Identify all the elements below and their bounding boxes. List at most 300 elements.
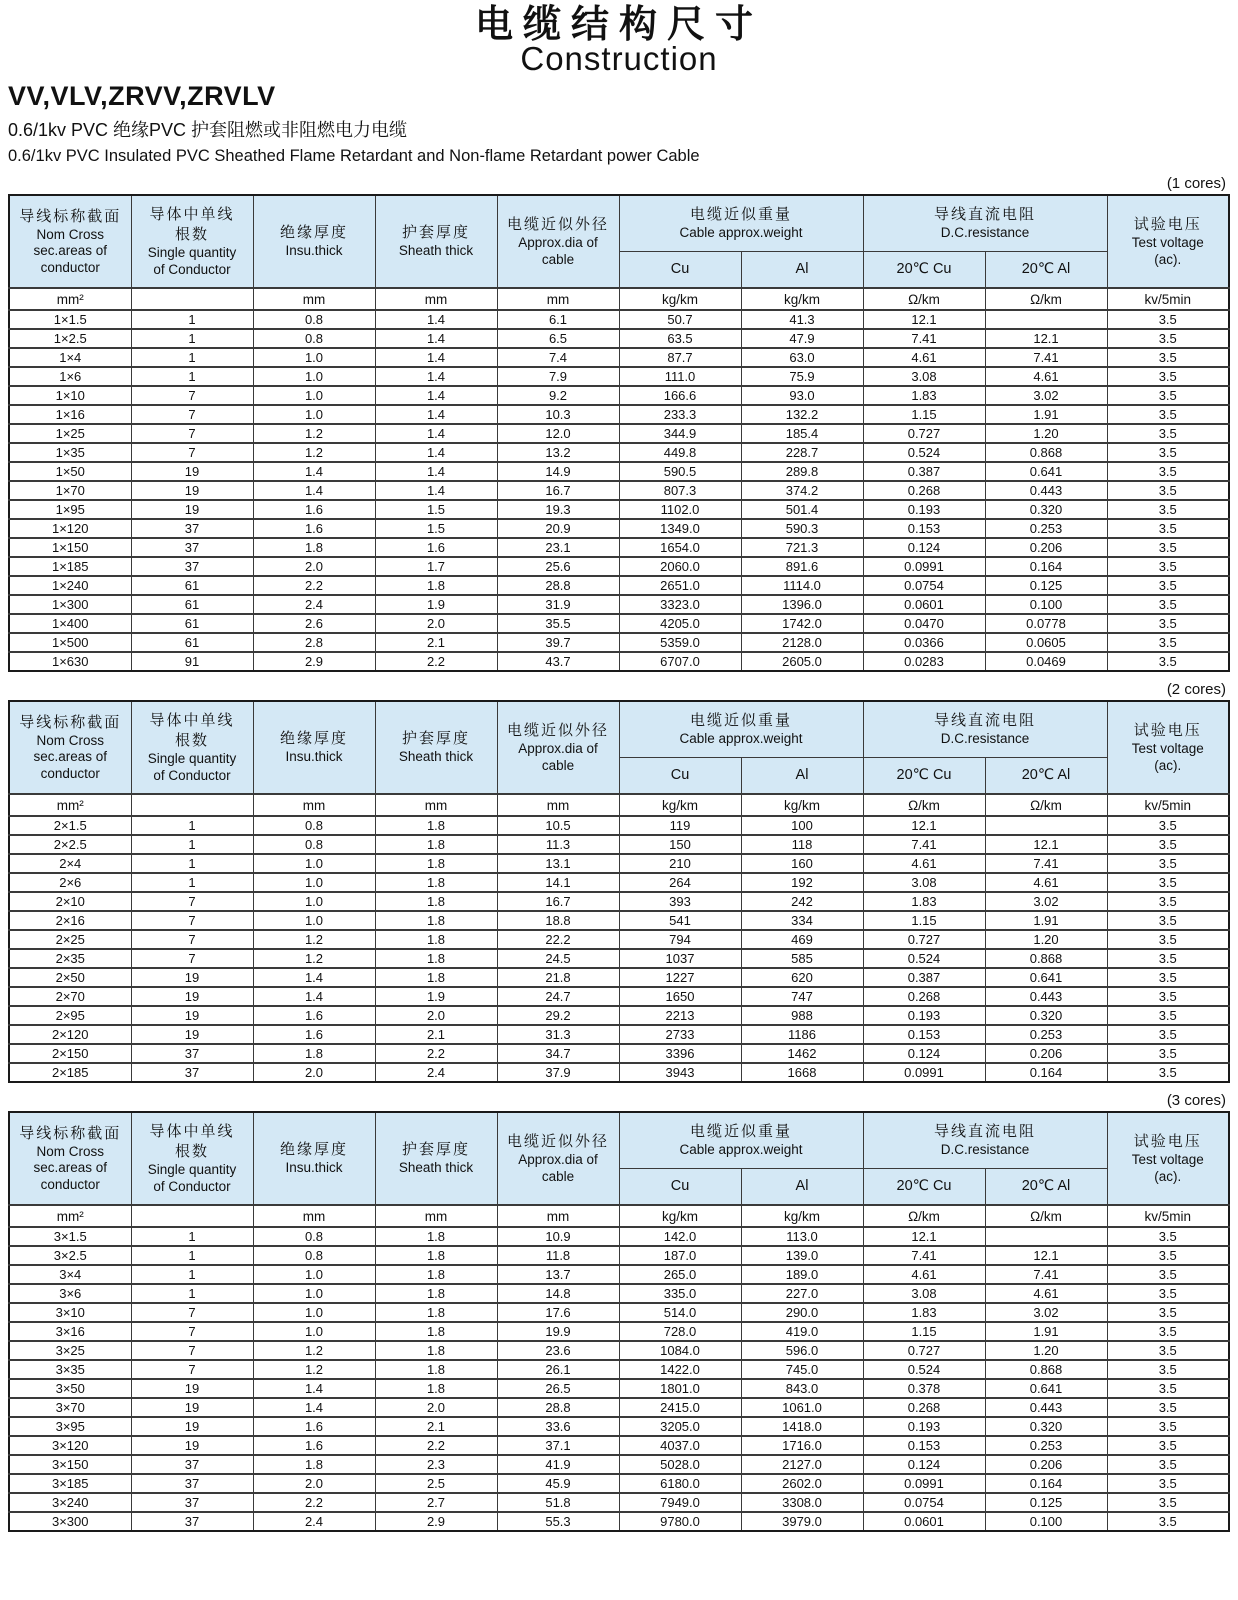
cell-test-voltage: 3.5 [1107, 462, 1229, 481]
cell-nom-cross: 2×1.5 [9, 816, 131, 835]
cell-weight-cu: 50.7 [619, 310, 741, 329]
unit-insu-thick: mm [253, 288, 375, 310]
cell-approx-dia: 26.5 [497, 1379, 619, 1398]
cell-insu-thick: 1.0 [253, 1284, 375, 1303]
header-label-zh: 导体中单线 [149, 1123, 235, 1141]
header-label-en: Cable approx.weight [679, 225, 803, 241]
table-row [9, 614, 1229, 633]
header-label-zh: 试验电压 [1133, 1133, 1202, 1151]
cell-res-20c-al: 12.1 [985, 329, 1107, 348]
header-label-en: Nom Cross [36, 1143, 104, 1159]
table-row [9, 1006, 1229, 1025]
table-section-2-cores [8, 672, 1230, 1083]
cell-res-20c-al: 0.253 [985, 1025, 1107, 1044]
header-label-en: Sheath thick [398, 243, 474, 259]
cell-res-20c-cu: 0.0991 [863, 557, 985, 576]
cell-weight-al: 3979.0 [741, 1512, 863, 1531]
cell-weight-cu: 1037 [619, 949, 741, 968]
cell-res-20c-al: 7.41 [985, 1265, 1107, 1284]
cell-weight-al: 118 [741, 835, 863, 854]
cell-weight-cu: 264 [619, 873, 741, 892]
cell-weight-cu: 187.0 [619, 1246, 741, 1265]
cell-weight-al: 747 [741, 987, 863, 1006]
header-sub-20c-cu: 20℃ Cu [863, 757, 985, 794]
cell-approx-dia: 6.5 [497, 329, 619, 348]
header-sheath-thick [375, 701, 497, 794]
cell-weight-cu: 6707.0 [619, 652, 741, 671]
cell-res-20c-al: 0.868 [985, 443, 1107, 462]
cell-weight-al: 469 [741, 930, 863, 949]
header-insu-thick [253, 701, 375, 794]
cell-res-20c-al: 0.320 [985, 1417, 1107, 1436]
cell-nom-cross: 2×25 [9, 930, 131, 949]
cell-sheath-thick: 1.8 [375, 892, 497, 911]
header-label-en: Approx.dia of [518, 1152, 598, 1168]
cell-res-20c-al: 0.443 [985, 481, 1107, 500]
cell-res-20c-cu: 0.0366 [863, 633, 985, 652]
cell-res-20c-cu: 12.1 [863, 310, 985, 329]
header-label-zh: 导线直流电阻 [933, 206, 1036, 224]
cell-weight-cu: 2651.0 [619, 576, 741, 595]
header-label-en: D.C.resistance [940, 225, 1030, 241]
cell-sheath-thick: 2.1 [375, 1417, 497, 1436]
cell-res-20c-cu: 0.387 [863, 462, 985, 481]
cell-weight-cu: 5028.0 [619, 1455, 741, 1474]
cell-insu-thick: 1.4 [253, 462, 375, 481]
cell-weight-cu: 166.6 [619, 386, 741, 405]
cell-single-quantity: 19 [131, 987, 253, 1006]
cell-weight-cu: 63.5 [619, 329, 741, 348]
cell-approx-dia: 14.1 [497, 873, 619, 892]
cell-approx-dia: 6.1 [497, 310, 619, 329]
table-row [9, 1322, 1229, 1341]
cell-weight-al: 501.4 [741, 500, 863, 519]
header-label-en: Sheath thick [398, 749, 474, 765]
table-row [9, 1044, 1229, 1063]
unit-sheath-thick: mm [375, 1205, 497, 1227]
cell-approx-dia: 55.3 [497, 1512, 619, 1531]
cores-label: (2 cores) [1166, 681, 1226, 699]
cell-sheath-thick: 1.8 [375, 1265, 497, 1284]
unit-approx-dia: mm [497, 1205, 619, 1227]
cell-approx-dia: 39.7 [497, 633, 619, 652]
cell-approx-dia: 28.8 [497, 1398, 619, 1417]
header-label-en: sec.areas of [33, 749, 108, 765]
cell-res-20c-cu: 12.1 [863, 1227, 985, 1246]
cell-insu-thick: 0.8 [253, 329, 375, 348]
cell-weight-cu: 393 [619, 892, 741, 911]
header-label-zh: 根数 [174, 1143, 209, 1161]
cell-insu-thick: 2.0 [253, 1063, 375, 1082]
cell-res-20c-cu: 0.387 [863, 968, 985, 987]
table-row [9, 348, 1229, 367]
cell-weight-al: 1418.0 [741, 1417, 863, 1436]
cell-weight-al: 374.2 [741, 481, 863, 500]
table-row [9, 873, 1229, 892]
header-approx-dia [497, 195, 619, 288]
cell-weight-al: 228.7 [741, 443, 863, 462]
header-label-en: cable [541, 251, 575, 267]
cell-single-quantity: 37 [131, 519, 253, 538]
unit-nom-cross: mm² [9, 794, 131, 816]
table-row [9, 1417, 1229, 1436]
cell-single-quantity: 1 [131, 873, 253, 892]
cell-single-quantity: 19 [131, 481, 253, 500]
unit-insu-thick: mm [253, 1205, 375, 1227]
cell-res-20c-al: 3.02 [985, 386, 1107, 405]
cell-res-20c-cu: 0.193 [863, 1417, 985, 1436]
cell-test-voltage: 3.5 [1107, 911, 1229, 930]
header-sub-cu: Cu [619, 1168, 741, 1205]
table-row [9, 329, 1229, 348]
cell-weight-al: 160 [741, 854, 863, 873]
cell-test-voltage: 3.5 [1107, 1493, 1229, 1512]
cell-sheath-thick: 1.4 [375, 462, 497, 481]
cell-test-voltage: 3.5 [1107, 1512, 1229, 1531]
cell-sheath-thick: 2.1 [375, 1025, 497, 1044]
cell-test-voltage: 3.5 [1107, 892, 1229, 911]
table-row [9, 1227, 1229, 1246]
cell-weight-al: 843.0 [741, 1379, 863, 1398]
cell-insu-thick: 0.8 [253, 310, 375, 329]
header-label-en: (ac). [1154, 251, 1182, 267]
cell-res-20c-cu: 0.124 [863, 538, 985, 557]
header-label-en: Nom Cross [36, 732, 104, 748]
cell-insu-thick: 2.6 [253, 614, 375, 633]
cell-test-voltage: 3.5 [1107, 1379, 1229, 1398]
cell-weight-cu: 728.0 [619, 1322, 741, 1341]
unit-weight-cu: kg/km [619, 288, 741, 310]
cell-nom-cross: 3×16 [9, 1322, 131, 1341]
cell-approx-dia: 45.9 [497, 1474, 619, 1493]
cell-test-voltage: 3.5 [1107, 538, 1229, 557]
cell-insu-thick: 1.0 [253, 854, 375, 873]
cell-sheath-thick: 2.9 [375, 1512, 497, 1531]
spec-table-1-cores [8, 194, 1230, 672]
cell-res-20c-cu: 0.0601 [863, 1512, 985, 1531]
cell-insu-thick: 1.8 [253, 538, 375, 557]
cell-nom-cross: 1×150 [9, 538, 131, 557]
cell-insu-thick: 2.4 [253, 595, 375, 614]
cell-res-20c-al: 1.20 [985, 1341, 1107, 1360]
header-label-zh: 电缆近似重量 [689, 206, 792, 224]
cell-sheath-thick: 2.2 [375, 1044, 497, 1063]
cell-single-quantity: 61 [131, 595, 253, 614]
cell-sheath-thick: 1.5 [375, 519, 497, 538]
cell-single-quantity: 19 [131, 500, 253, 519]
cell-test-voltage: 3.5 [1107, 367, 1229, 386]
cell-weight-al: 3308.0 [741, 1493, 863, 1512]
cell-approx-dia: 19.3 [497, 500, 619, 519]
cell-insu-thick: 1.6 [253, 1436, 375, 1455]
unit-sheath-thick: mm [375, 288, 497, 310]
cell-approx-dia: 22.2 [497, 930, 619, 949]
cell-weight-al: 419.0 [741, 1322, 863, 1341]
cell-nom-cross: 3×2.5 [9, 1246, 131, 1265]
cell-weight-cu: 2415.0 [619, 1398, 741, 1417]
cell-res-20c-al: 0.320 [985, 1006, 1107, 1025]
cell-weight-cu: 1102.0 [619, 500, 741, 519]
cell-sheath-thick: 1.6 [375, 538, 497, 557]
cell-single-quantity: 19 [131, 1436, 253, 1455]
cell-nom-cross: 2×150 [9, 1044, 131, 1063]
header-sub-20c-al: 20℃ Al [985, 757, 1107, 794]
cell-res-20c-al: 0.443 [985, 1398, 1107, 1417]
unit-approx-dia: mm [497, 288, 619, 310]
cell-weight-al: 2602.0 [741, 1474, 863, 1493]
header-label-en: conductor [40, 1176, 100, 1192]
cell-weight-al: 1114.0 [741, 576, 863, 595]
cell-single-quantity: 7 [131, 930, 253, 949]
header-nom-cross [9, 1112, 131, 1205]
cell-test-voltage: 3.5 [1107, 500, 1229, 519]
cell-nom-cross: 3×120 [9, 1436, 131, 1455]
cell-weight-cu: 4205.0 [619, 614, 741, 633]
unit-res-20c-cu: Ω/km [863, 288, 985, 310]
cell-res-20c-cu: 0.524 [863, 1360, 985, 1379]
header-label-en: Cable approx.weight [679, 1142, 803, 1158]
unit-test-voltage: kv/5min [1107, 288, 1229, 310]
header-label-en: sec.areas of [33, 243, 108, 259]
subtitle-en: 0.6/1kv PVC Insulated PVC Sheathed Flame Retardant and Non-flame Retardant power Cable [8, 147, 700, 166]
cell-test-voltage: 3.5 [1107, 1025, 1229, 1044]
cell-insu-thick: 2.9 [253, 652, 375, 671]
cell-nom-cross: 1×6 [9, 367, 131, 386]
cell-nom-cross: 1×10 [9, 386, 131, 405]
cell-weight-cu: 1422.0 [619, 1360, 741, 1379]
cell-weight-al: 100 [741, 816, 863, 835]
cell-res-20c-al: 4.61 [985, 1284, 1107, 1303]
cell-insu-thick: 1.4 [253, 1398, 375, 1417]
cell-single-quantity: 61 [131, 576, 253, 595]
header-label-zh: 护套厚度 [401, 730, 470, 748]
unit-res-20c-cu: Ω/km [863, 794, 985, 816]
table-section-3-cores [8, 1083, 1230, 1532]
cell-single-quantity: 37 [131, 557, 253, 576]
header-sub-cu: Cu [619, 251, 741, 288]
cell-approx-dia: 19.9 [497, 1322, 619, 1341]
cell-nom-cross: 3×4 [9, 1265, 131, 1284]
cell-weight-cu: 233.3 [619, 405, 741, 424]
cell-weight-cu: 210 [619, 854, 741, 873]
cell-test-voltage: 3.5 [1107, 1398, 1229, 1417]
cell-res-20c-cu: 7.41 [863, 1246, 985, 1265]
cell-nom-cross: 3×10 [9, 1303, 131, 1322]
cell-single-quantity: 1 [131, 329, 253, 348]
cell-res-20c-cu: 0.268 [863, 481, 985, 500]
cell-res-20c-cu: 0.124 [863, 1455, 985, 1474]
table-row [9, 500, 1229, 519]
header-label-zh: 电缆近似外径 [506, 216, 609, 234]
cell-weight-al: 2127.0 [741, 1455, 863, 1474]
cell-weight-al: 745.0 [741, 1360, 863, 1379]
cell-test-voltage: 3.5 [1107, 1006, 1229, 1025]
header-insu-thick [253, 195, 375, 288]
cell-single-quantity: 1 [131, 1284, 253, 1303]
cell-weight-al: 988 [741, 1006, 863, 1025]
cell-weight-al: 41.3 [741, 310, 863, 329]
header-sub-al: Al [741, 757, 863, 794]
header-dc-resistance [863, 1112, 1107, 1168]
cell-nom-cross: 2×35 [9, 949, 131, 968]
cell-nom-cross: 3×240 [9, 1493, 131, 1512]
header-label-en: of Conductor [153, 261, 231, 277]
cell-sheath-thick: 1.8 [375, 873, 497, 892]
table-row [9, 1025, 1229, 1044]
cell-insu-thick: 1.2 [253, 443, 375, 462]
header-single-quantity [131, 1112, 253, 1205]
unit-nom-cross: mm² [9, 1205, 131, 1227]
cell-nom-cross: 3×1.5 [9, 1227, 131, 1246]
cell-res-20c-al: 3.02 [985, 892, 1107, 911]
cell-res-20c-al: 12.1 [985, 1246, 1107, 1265]
header-dc-resistance [863, 195, 1107, 251]
cell-res-20c-al: 4.61 [985, 873, 1107, 892]
cell-test-voltage: 3.5 [1107, 424, 1229, 443]
cell-nom-cross: 1×2.5 [9, 329, 131, 348]
cell-nom-cross: 3×25 [9, 1341, 131, 1360]
cell-weight-al: 1061.0 [741, 1398, 863, 1417]
cell-weight-cu: 87.7 [619, 348, 741, 367]
cell-nom-cross: 3×50 [9, 1379, 131, 1398]
cell-res-20c-cu: 0.153 [863, 1025, 985, 1044]
cell-test-voltage: 3.5 [1107, 1044, 1229, 1063]
cell-weight-cu: 111.0 [619, 367, 741, 386]
cable-model-line: VV,VLV,ZRVV,ZRVLV [8, 81, 276, 112]
cell-insu-thick: 2.4 [253, 1512, 375, 1531]
cell-weight-al: 620 [741, 968, 863, 987]
cell-res-20c-cu: 7.41 [863, 835, 985, 854]
cell-sheath-thick: 2.7 [375, 1493, 497, 1512]
cell-insu-thick: 0.8 [253, 1246, 375, 1265]
cell-nom-cross: 3×300 [9, 1512, 131, 1531]
table-row [9, 1379, 1229, 1398]
cell-approx-dia: 28.8 [497, 576, 619, 595]
table-row [9, 968, 1229, 987]
cell-insu-thick: 1.4 [253, 968, 375, 987]
cell-weight-al: 75.9 [741, 367, 863, 386]
cell-single-quantity: 7 [131, 443, 253, 462]
unit-insu-thick: mm [253, 794, 375, 816]
header-label-en: D.C.resistance [940, 731, 1030, 747]
cell-sheath-thick: 1.8 [375, 949, 497, 968]
page-title-zh: 电缆结构尺寸 [474, 4, 763, 46]
cell-sheath-thick: 2.0 [375, 614, 497, 633]
cell-test-voltage: 3.5 [1107, 1322, 1229, 1341]
cell-single-quantity: 19 [131, 1417, 253, 1436]
cell-sheath-thick: 1.4 [375, 405, 497, 424]
cell-res-20c-cu: 1.83 [863, 892, 985, 911]
header-label-en: Insu.thick [285, 1160, 343, 1176]
cell-nom-cross: 1×50 [9, 462, 131, 481]
cell-approx-dia: 26.1 [497, 1360, 619, 1379]
header-label-en: of Conductor [153, 1178, 231, 1194]
table-row [9, 1398, 1229, 1417]
table-row [9, 557, 1229, 576]
cell-insu-thick: 1.0 [253, 911, 375, 930]
table-row [9, 424, 1229, 443]
cell-weight-cu: 3396 [619, 1044, 741, 1063]
cell-test-voltage: 3.5 [1107, 652, 1229, 671]
cell-weight-al: 1462 [741, 1044, 863, 1063]
cell-approx-dia: 13.7 [497, 1265, 619, 1284]
cell-insu-thick: 1.2 [253, 424, 375, 443]
cell-nom-cross: 1×95 [9, 500, 131, 519]
cell-single-quantity: 1 [131, 310, 253, 329]
cell-approx-dia: 25.6 [497, 557, 619, 576]
cell-res-20c-al: 0.641 [985, 1379, 1107, 1398]
table-row [9, 1455, 1229, 1474]
header-sub-20c-al: 20℃ Al [985, 1168, 1107, 1205]
cell-weight-cu: 1801.0 [619, 1379, 741, 1398]
cell-res-20c-al: 0.164 [985, 557, 1107, 576]
cell-test-voltage: 3.5 [1107, 1474, 1229, 1493]
cell-weight-al: 1186 [741, 1025, 863, 1044]
header-main-row [9, 195, 1229, 251]
cell-nom-cross: 3×95 [9, 1417, 131, 1436]
unit-res-20c-al: Ω/km [985, 288, 1107, 310]
cell-single-quantity: 37 [131, 1512, 253, 1531]
spec-table-2-cores [8, 700, 1230, 1083]
cell-res-20c-al [985, 1227, 1107, 1246]
cell-res-20c-al: 1.91 [985, 1322, 1107, 1341]
table-row [9, 1063, 1229, 1082]
cell-weight-al: 721.3 [741, 538, 863, 557]
cell-nom-cross: 1×630 [9, 652, 131, 671]
cell-insu-thick: 1.4 [253, 987, 375, 1006]
cell-weight-al: 590.3 [741, 519, 863, 538]
cell-res-20c-al: 4.61 [985, 367, 1107, 386]
table-row [9, 386, 1229, 405]
cell-res-20c-al: 0.100 [985, 595, 1107, 614]
cell-sheath-thick: 2.2 [375, 1436, 497, 1455]
header-nom-cross [9, 195, 131, 288]
cell-test-voltage: 3.5 [1107, 1436, 1229, 1455]
cell-single-quantity: 1 [131, 1246, 253, 1265]
cell-res-20c-al: 0.641 [985, 462, 1107, 481]
header-label-zh: 绝缘厚度 [279, 730, 348, 748]
cell-approx-dia: 12.0 [497, 424, 619, 443]
cell-res-20c-cu: 7.41 [863, 329, 985, 348]
unit-approx-dia: mm [497, 794, 619, 816]
table-row [9, 1303, 1229, 1322]
cell-test-voltage: 3.5 [1107, 949, 1229, 968]
header-sub-20c-cu: 20℃ Cu [863, 1168, 985, 1205]
cell-weight-cu: 449.8 [619, 443, 741, 462]
cell-approx-dia: 37.1 [497, 1436, 619, 1455]
cell-weight-cu: 119 [619, 816, 741, 835]
cell-test-voltage: 3.5 [1107, 987, 1229, 1006]
cell-res-20c-al: 0.100 [985, 1512, 1107, 1531]
units-row [9, 1205, 1229, 1227]
cell-res-20c-al: 0.0605 [985, 633, 1107, 652]
header-label-en: Sheath thick [398, 1160, 474, 1176]
cell-sheath-thick: 2.0 [375, 1006, 497, 1025]
cell-single-quantity: 1 [131, 816, 253, 835]
cell-weight-cu: 150 [619, 835, 741, 854]
cell-approx-dia: 29.2 [497, 1006, 619, 1025]
cell-approx-dia: 9.2 [497, 386, 619, 405]
cell-weight-cu: 4037.0 [619, 1436, 741, 1455]
cell-nom-cross: 1×500 [9, 633, 131, 652]
cell-weight-cu: 2213 [619, 1006, 741, 1025]
cell-insu-thick: 1.6 [253, 1025, 375, 1044]
units-row [9, 288, 1229, 310]
cell-nom-cross: 1×70 [9, 481, 131, 500]
cell-single-quantity: 1 [131, 1265, 253, 1284]
table-row [9, 519, 1229, 538]
header-label-zh: 绝缘厚度 [279, 1141, 348, 1159]
